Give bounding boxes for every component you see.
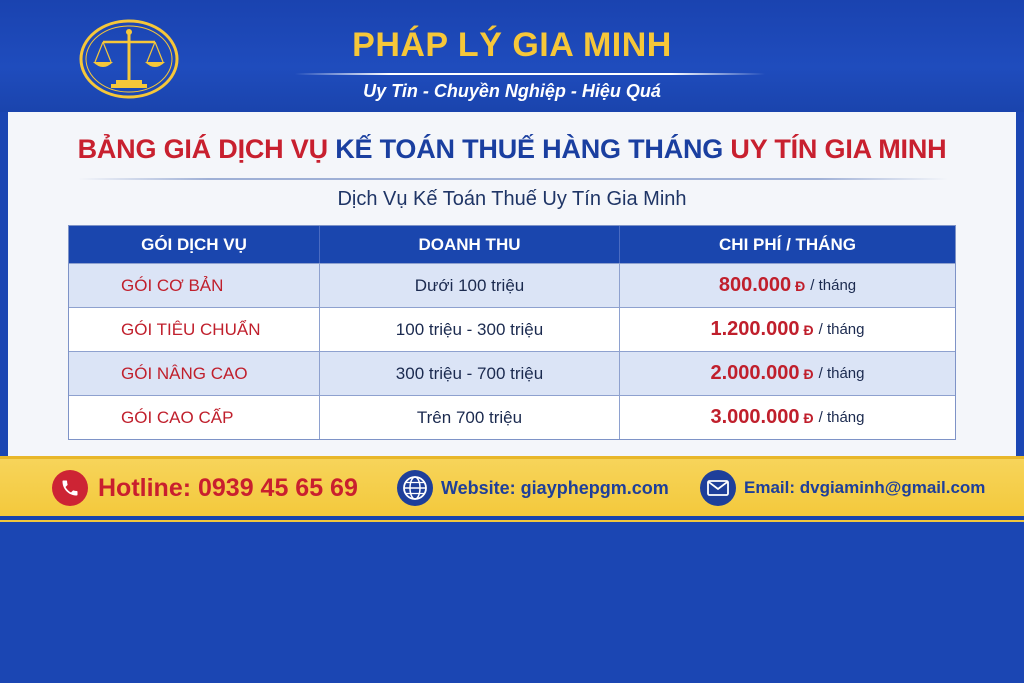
table-header-row (69, 226, 955, 263)
price-amount: 1.200.000 (710, 318, 800, 340)
website-text: Website: giayphepgm.com (441, 477, 669, 498)
price-currency: Đ (803, 409, 814, 426)
email-text: Email: dvgiaminh@gmail.com (744, 478, 986, 497)
title-divider (78, 178, 948, 180)
mail-icon (700, 470, 736, 506)
hotline-text: Hotline: 0939 45 65 69 (98, 473, 358, 502)
brand-divider (295, 73, 765, 75)
brand-name: PHÁP LÝ GIA MINH (352, 26, 672, 64)
price-cell (619, 308, 955, 351)
website-item[interactable] (397, 470, 669, 506)
header-price: CHI PHÍ / THÁNG (619, 226, 955, 263)
table-row (69, 351, 955, 395)
contact-bar (0, 456, 1024, 516)
package-name: GÓI NÂNG CAO (121, 363, 248, 383)
price-cell (619, 396, 955, 439)
price-unit: / tháng (818, 365, 865, 382)
price-panel (8, 112, 1016, 456)
price-unit: / tháng (810, 277, 857, 294)
table-row (69, 307, 955, 351)
table-row (69, 395, 955, 439)
revenue-range: 100 triệu - 300 triệu (319, 308, 619, 351)
header-revenue: DOANH THU (319, 226, 619, 263)
email-item[interactable] (700, 470, 985, 506)
revenue-range: Dưới 100 triệu (319, 264, 619, 307)
price-amount: 2.000.000 (710, 362, 800, 384)
globe-icon (397, 470, 433, 506)
header-package: GÓI DỊCH VỤ (141, 234, 247, 254)
revenue-range: Trên 700 triệu (319, 396, 619, 439)
price-table (68, 225, 956, 440)
revenue-range: 300 triệu - 700 triệu (319, 352, 619, 395)
price-cell (619, 264, 955, 307)
price-unit: / tháng (818, 321, 865, 338)
price-currency: Đ (795, 277, 806, 294)
price-unit: / tháng (818, 409, 865, 426)
title-part-1: BẢNG GIÁ DỊCH VỤ (77, 134, 336, 164)
title-part-2: KẾ TOÁN THUẾ HÀNG THÁNG (335, 134, 731, 164)
footer-strip (0, 516, 1024, 522)
hotline-item[interactable] (52, 470, 358, 506)
package-name: GÓI TIÊU CHUẨN (121, 319, 261, 339)
page-subtitle: Dịch Vụ Kế Toán Thuế Uy Tín Gia Minh (337, 188, 687, 210)
price-currency: Đ (803, 365, 814, 382)
price-cell (619, 352, 955, 395)
price-amount: 3.000.000 (710, 406, 800, 428)
table-row (69, 263, 955, 307)
title-part-3: UY TÍN GIA MINH (730, 134, 947, 164)
page-title (8, 134, 1016, 165)
price-amount: 800.000 (718, 274, 792, 296)
header-banner (0, 0, 1024, 112)
price-currency: Đ (803, 321, 814, 338)
package-name: GÓI CAO CẤP (121, 407, 234, 427)
package-name: GÓI CƠ BẢN (121, 275, 224, 295)
phone-icon (52, 470, 88, 506)
brand-slogan: Uy Tin - Chuyền Nghiệp - Hiệu Quá (363, 81, 661, 101)
